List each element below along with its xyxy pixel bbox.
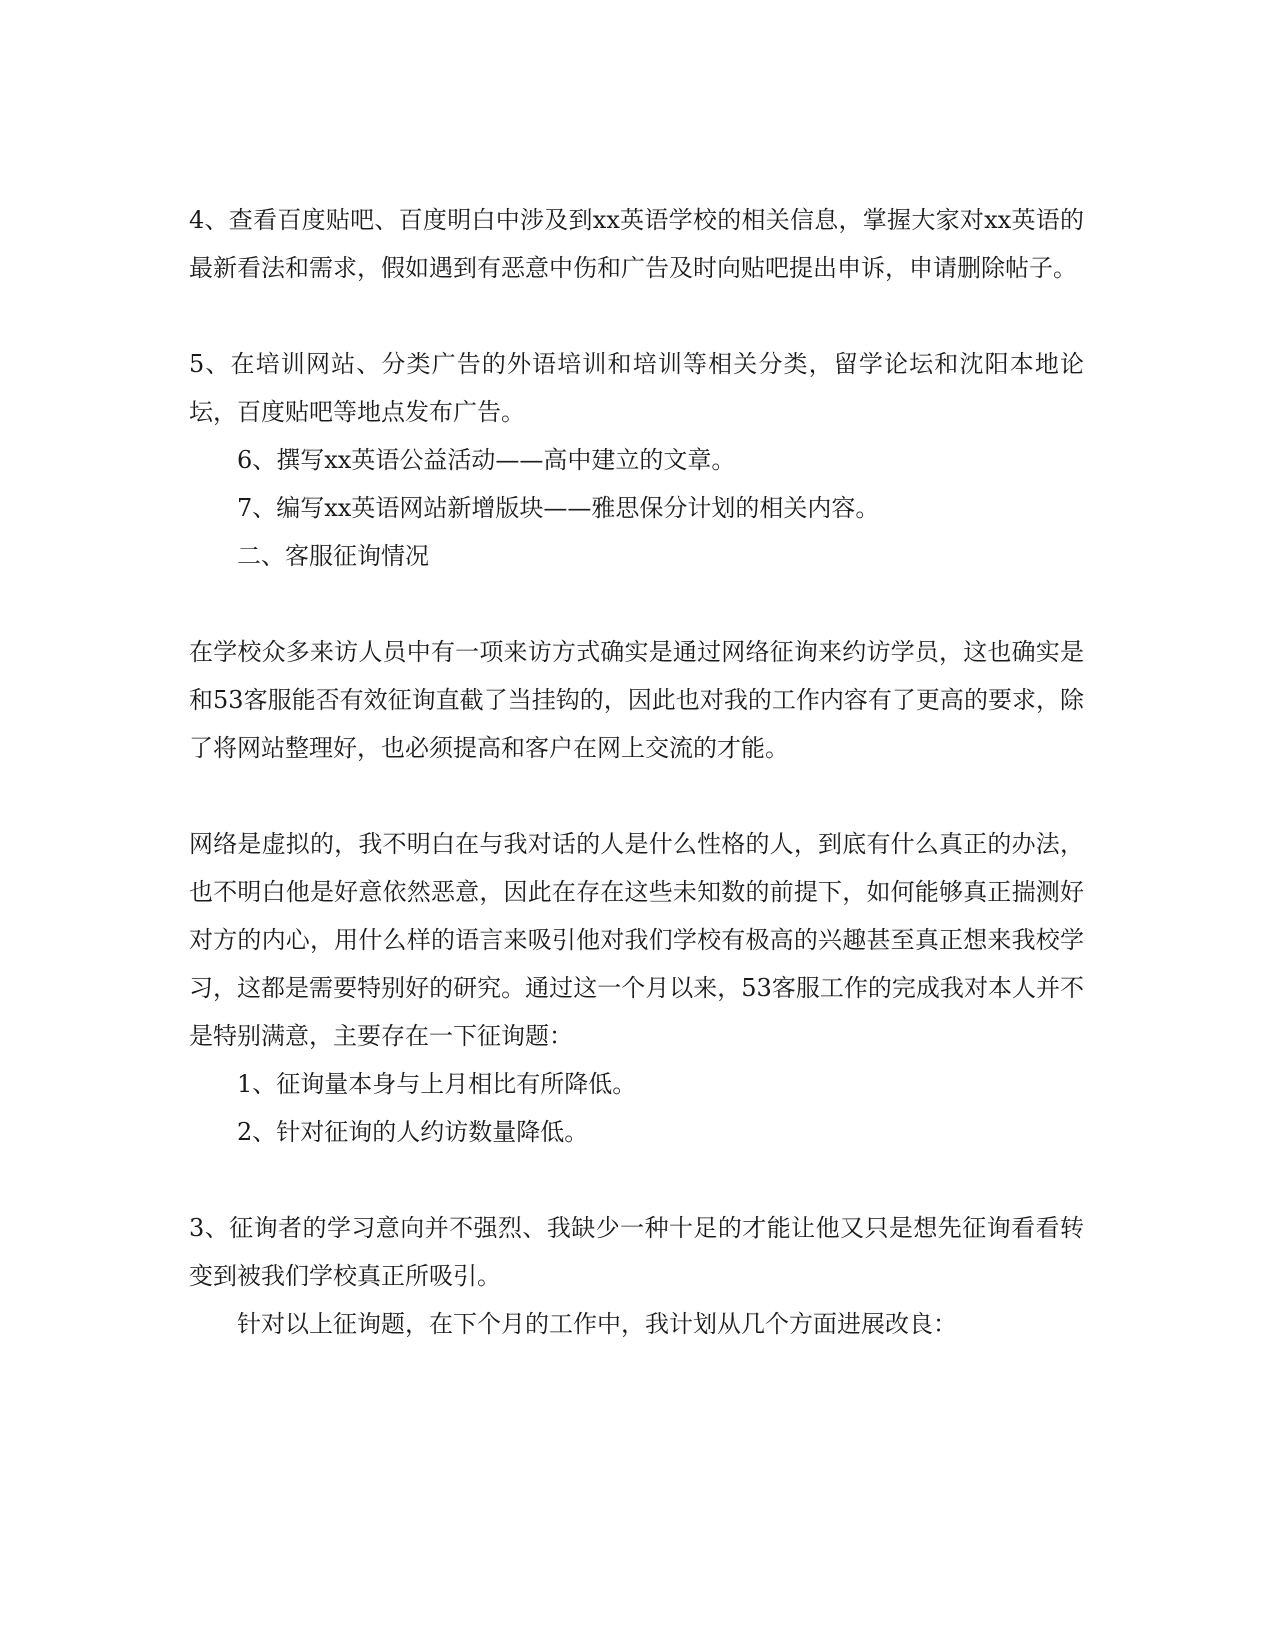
problem-item-3: 3、征询者的学习意向并不强烈、我缺少一种十足的才能让他又只是想先征询看看转变到被我们学校真正所吸引。: [189, 1214, 1084, 1290]
paragraph-item-5: 5、在培训网站、分类广告的外语培训和培训等相关分类，留学论坛和沈阳本地论坛，百度贴吧等地点发布广告。: [189, 350, 1084, 426]
paragraph-item-4: 4、查看百度贴吧、百度明白中涉及到xx英语学校的相关信息，掌握大家对xx英语的最新看法和需求，假如遇到有恶意中伤和广告及时向贴吧提出申诉，申请删除帖子。: [189, 206, 1084, 282]
problem-item-1: 1、征询量本身与上月相比有所降低。: [237, 1070, 637, 1098]
section-heading-customer-service: 二、客服征询情况: [237, 542, 429, 570]
paragraph-visitors: 在学校众多来访人员中有一项来访方式确实是通过网络征询来约访学员，这也确实是和53客服能否有效征询直截了当挂钩的，因此也对我的工作内容有了更高的要求，除了将网站整理好，也必须提高和客户在网上交流的才能。: [189, 638, 1084, 762]
problem-item-2: 2、针对征询的人约访数量降低。: [237, 1118, 589, 1146]
paragraph-network: 网络是虚拟的，我不明白在与我对话的人是什么性格的人，到底有什么真正的办法，也不明白他是好意依然恶意，因此在存在这些未知数的前提下，如何能够真正揣测好对方的内心，用什么样的语言来吸引他对我们学校有极高的兴趣甚至真正想来我校学习，这都是需要特别好的研究。通过这一个月以来，53客服工作的完成我对本人并不是特别满意，主要存在一下征询题：: [189, 830, 1084, 1050]
paragraph-item-6: 6、撰写xx英语公益活动——高中建立的文章。: [237, 446, 736, 474]
paragraph-improvement-plan: 针对以上征询题，在下个月的工作中，我计划从几个方面进展改良：: [237, 1310, 957, 1338]
document-body: [189, 196, 1084, 1348]
paragraph-item-7: 7、编写xx英语网站新增版块——雅思保分计划的相关内容。: [237, 494, 880, 522]
